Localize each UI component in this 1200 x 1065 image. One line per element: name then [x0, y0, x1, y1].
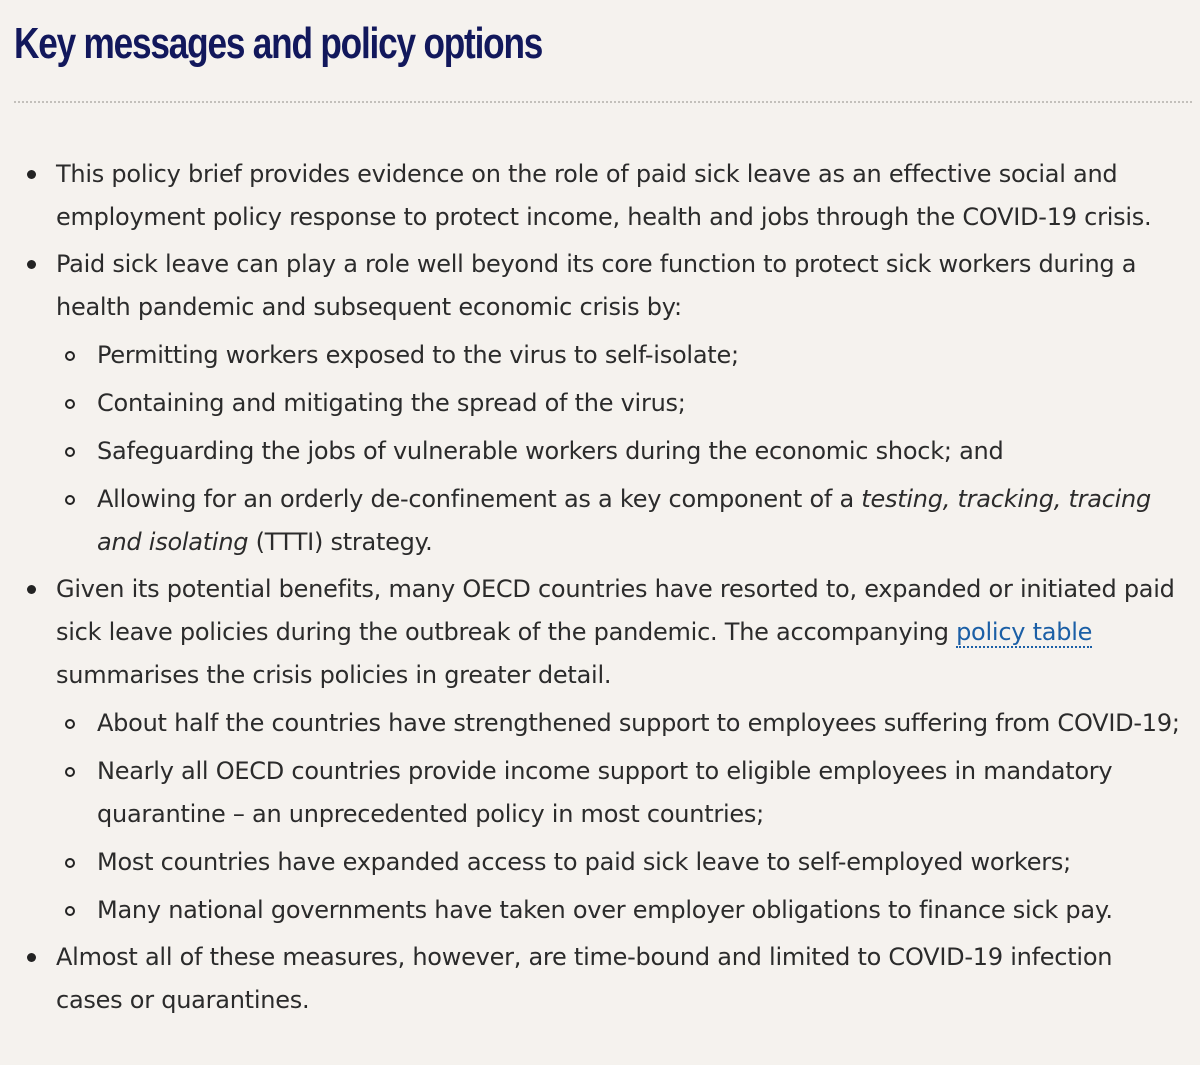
policy-table-link[interactable]: policy table [956, 618, 1093, 646]
sub-list-item [56, 702, 1182, 745]
page-title: Key messages and policy options [14, 19, 543, 68]
bullet-circle-icon [65, 351, 75, 361]
title-divider [14, 101, 1192, 103]
list-item [0, 153, 1200, 239]
bullet-text-start: Given its potential benefits, many OECD countries have resorted to, expanded or initiated paid sick leave policies during the outbreak of the pandemic. The accompanying [56, 575, 1175, 646]
sub-list-item [56, 841, 1182, 884]
bullet-text: Paid sick leave can play a role well beyond its core function to protect sick workers during a health pandemic and subsequent economic crisis by: [56, 250, 1137, 321]
list-item [0, 936, 1200, 1022]
sub-list-item [56, 889, 1182, 932]
sub-list-item [56, 382, 1182, 425]
bullet-circle-icon [65, 906, 75, 916]
bullet-text-end: summarises the crisis policies in greater detail. [56, 661, 612, 689]
bullet-dot-icon [27, 585, 36, 594]
bullet-text: Almost all of these measures, however, are time-bound and limited to COVID-19 infection cases or quarantines. [56, 943, 1113, 1014]
bullet-circle-icon [65, 399, 75, 409]
sub-bullet-text-start: Allowing for an orderly de-confinement as a key component of a [97, 485, 862, 513]
key-messages-content [0, 153, 1200, 1026]
key-messages-list [0, 153, 1200, 1022]
sub-bullet-text: Nearly all OECD countries provide income support to eligible employees in mandatory quarantine – an unprecedented policy in most countries; [97, 757, 1113, 828]
list-item [0, 568, 1200, 932]
bullet-dot-icon [27, 260, 36, 269]
sub-bullet-text-end: (TTTI) strategy. [248, 528, 433, 556]
sub-list-item [56, 478, 1182, 564]
sub-bullet-text: Permitting workers exposed to the virus to self-isolate; [97, 341, 739, 369]
sub-bullet-text: About half the countries have strengthened support to employees suffering from COVID-19; [97, 709, 1180, 737]
bullet-dot-icon [27, 170, 36, 179]
bullet-circle-icon [65, 858, 75, 868]
sub-bullet-text: Safeguarding the jobs of vulnerable workers during the economic shock; and [97, 437, 1004, 465]
list-item [0, 243, 1200, 564]
sub-bullet-text: Containing and mitigating the spread of the virus; [97, 389, 686, 417]
bullet-circle-icon [65, 447, 75, 457]
bullet-circle-icon [65, 767, 75, 777]
bullet-dot-icon [27, 953, 36, 962]
bullet-circle-icon [65, 495, 75, 505]
sub-bullet-text: Many national governments have taken over employer obligations to finance sick pay. [97, 896, 1113, 924]
sub-list-item [56, 430, 1182, 473]
sub-list [56, 702, 1182, 932]
sub-bullet-text: Most countries have expanded access to paid sick leave to self-employed workers; [97, 848, 1071, 876]
bullet-text: This policy brief provides evidence on the role of paid sick leave as an effective social and employment policy response to protect income, health and jobs through the COVID-19 crisis. [56, 160, 1152, 231]
sub-list-item [56, 334, 1182, 377]
bullet-circle-icon [65, 719, 75, 729]
sub-list [56, 334, 1182, 564]
sub-list-item [56, 750, 1182, 836]
ttti-italic-text: testing, tracking, tracing and isolating [97, 485, 1151, 556]
